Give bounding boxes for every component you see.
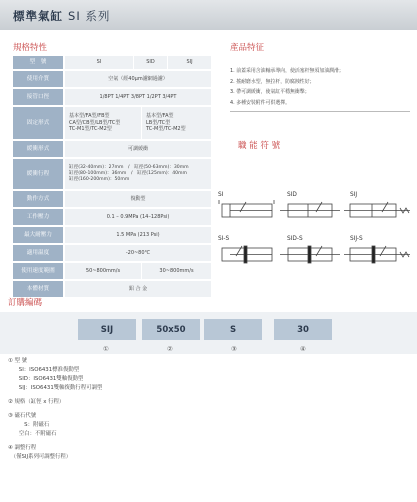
title-main: 標準氣缸 [13,9,63,23]
spec-row-action [13,191,211,207]
legend-line: ③ 磁石代號 [8,413,37,419]
spec-row-temperature [13,245,211,261]
spec-value: -20~80℃ [65,245,211,261]
spec-row-proof-pressure [13,227,211,243]
spec-value [65,56,211,69]
spec-row-cushion [13,141,211,157]
divider [230,111,410,112]
cylinder-symbols-svg [216,160,412,290]
title-series: SI 系列 [68,9,111,23]
cylinder-sij-s-symbol [344,246,410,263]
legend-line: ④ 調整行程 [8,445,37,451]
spec-row-cushion-stroke [13,159,211,189]
cylinder-sid-s-symbol [280,246,340,263]
spec-value: 可調緩衝 [65,141,211,157]
order-code-legend [8,357,308,462]
spec-row-port [13,89,211,105]
features-heading: 產品特征 [230,43,265,53]
spec-value [65,263,211,279]
spec-label: 使用介質 [13,71,63,87]
spec-label: 使用速度範圍 [13,263,63,279]
feature-item: 3. 帶可調緩衝，使氣缸平穩無衝擊； [230,89,310,95]
features-list [230,53,410,112]
symbol-label: SI [218,192,224,198]
spec-value: 0.1 – 0.9MPa (14–128Psi) [65,209,211,225]
legend-line: ① 型 號 [8,358,28,364]
spec-label: 接管口徑 [13,89,63,105]
spec-row-material [13,281,211,297]
spec-cell: 30~800mm/s [141,263,211,279]
spec-label: 動作方式 [13,191,63,207]
spec-label: 工作壓力 [13,209,63,225]
spec-cell: 50~800mm/s [85,267,121,274]
legend-line: S：附磁石 [8,422,50,428]
code-index: ④ [300,345,306,353]
spec-table [13,56,211,299]
spec-label: 最大耐壓力 [13,227,63,243]
legend-line: SIJ：ISO6431雙軸復動行程可調型 [8,385,103,391]
spec-heading: 規格特性 [13,43,48,53]
spec-value: 復動型 [65,191,211,207]
spec-value [65,107,211,139]
feature-item: 2. 搖耐磨水型，無拉杆，防腐蝕性好； [230,78,315,85]
spec-cell: SIJ [167,56,211,69]
legend-line: SI：ISO6431標准復動型 [8,367,80,373]
spec-label: 緩衝形式 [13,141,63,157]
spec-cell: SID [133,56,167,69]
code-stroke-adjust: 30 [274,319,332,340]
spec-label: 型 號 [13,56,63,69]
legend-line: （僅SIJ系列可調整行程） [8,454,72,460]
symbol-label: SID-S [287,236,303,242]
spec-row-model [13,56,211,69]
cylinder-sij-symbol [344,202,410,217]
spec-value: 1/8PT 1/4PT 3/8PT 1/2PT 3/4PT [65,89,211,105]
spec-value: 空氣（經40μm濾網過濾） [65,71,211,87]
symbol-label: SIJ-S [350,236,363,242]
code-model: SIJ [78,319,136,340]
legend-line: ② 規格（缸徑 x 行程） [8,399,65,405]
spec-cell: 基本型/FA型/FB型 CA型/CB型/LB型/TC型 TC-M1型/TC-M2型 [69,112,121,133]
order-heading: 訂購編碼 [8,298,43,308]
feature-item: 4. 多種安裝附件可供選擇。 [230,99,291,106]
symbol-heading: 職 能 符 號 [238,141,281,151]
cylinder-si-s-symbol [222,246,272,263]
symbol-diagrams [216,160,412,290]
feature-item: 1. 前蓋采用含油軸承導向，使活塞杆無須加油潤滑； [230,68,344,74]
spec-label: 固定形式 [13,107,63,139]
code-index: ② [167,345,173,353]
page-title [13,8,110,24]
code-index: ① [103,345,109,353]
spec-row-mount [13,107,211,139]
spec-value: 鋁 合 金 [65,281,211,297]
legend-line: SID：ISO6431雙軸復動型 [8,376,84,382]
spec-cell: SI [96,59,102,66]
symbol-label: SI-S [218,236,230,242]
spec-label: 適用温度 [13,245,63,261]
spec-label: 本體材質 [13,281,63,297]
symbol-label: SID [287,192,297,198]
code-magnet: S [204,319,262,340]
spec-row-pressure [13,209,211,225]
symbol-label: SIJ [350,192,358,198]
spec-value: 1.5 MPa (213 Psi) [65,227,211,243]
spec-label: 緩衝行程 [13,159,63,189]
header-bar [0,0,417,30]
spec-row-medium [13,71,211,87]
cylinder-sid-symbol [280,202,340,217]
code-size: 50x50 [142,319,200,340]
spec-row-speed [13,263,211,279]
legend-line: 空白：不附磁石 [8,431,57,437]
spec-cell: 基本型/FA型 LB型/TC型 TC-M型/TC-M2型 [141,107,211,139]
spec-value: 缸徑(32-40mm)：27mm / 缸徑(50-63mm)：30mm 缸徑(80-100mm)：36mm / 缸徑(125mm)：40mm 缸徑(160-200mm)：50mm [65,159,211,189]
code-index: ③ [231,345,237,353]
cylinder-si-symbol [219,200,274,217]
